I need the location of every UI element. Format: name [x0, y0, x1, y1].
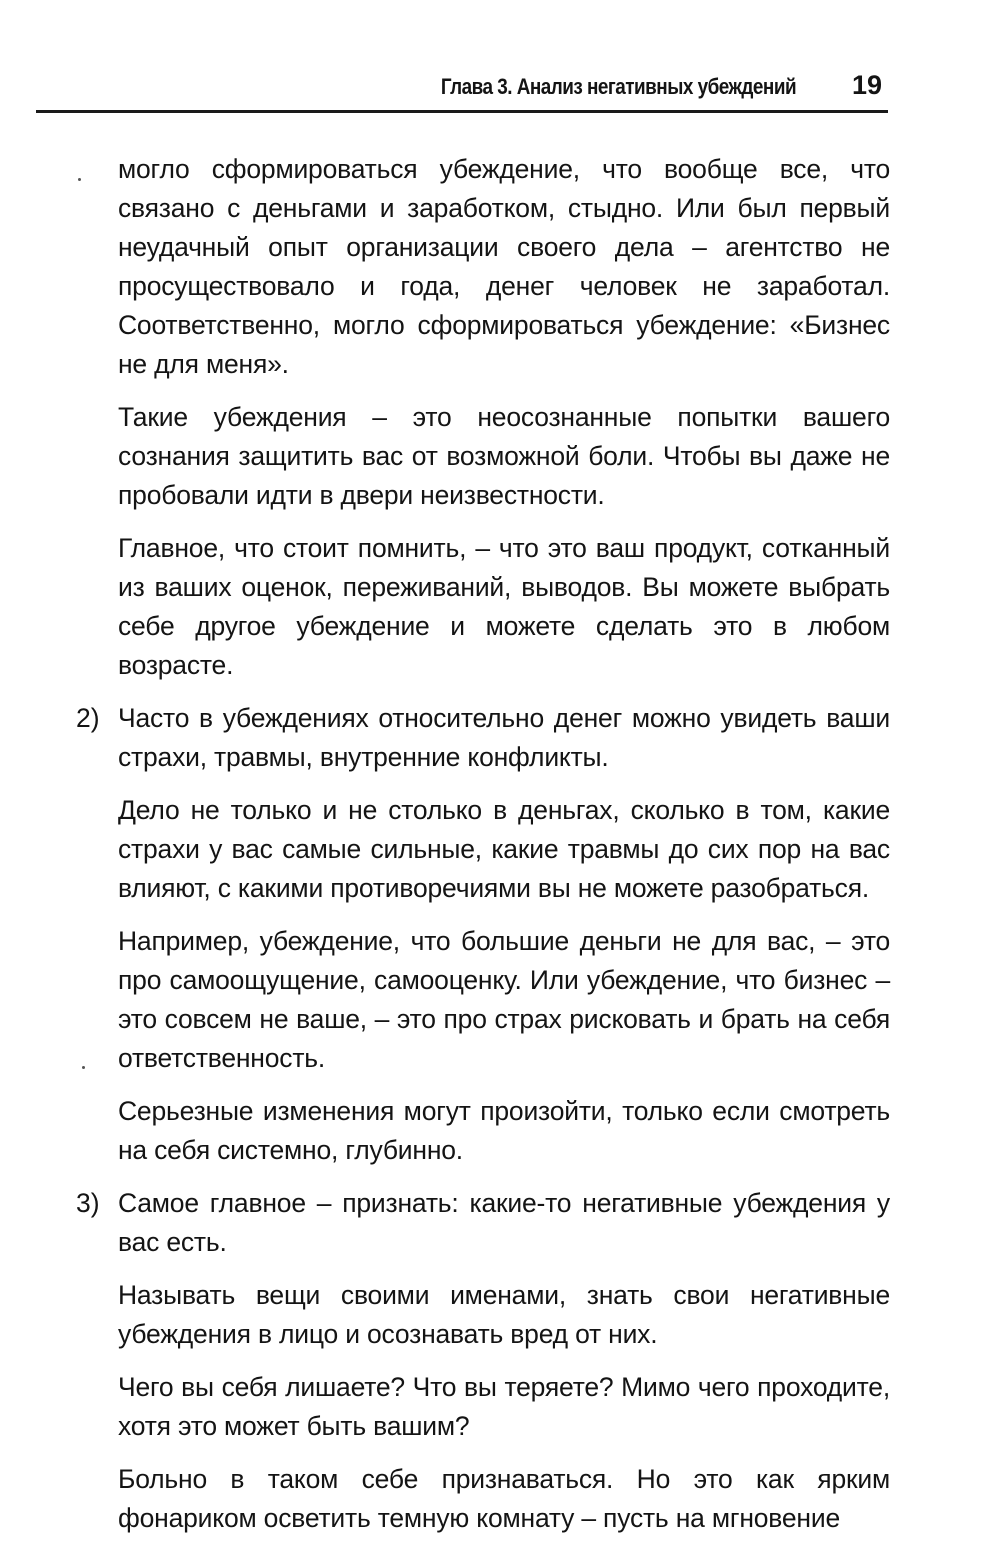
paragraph: Часто в убеждениях относительно денег можно увидеть ваши страхи, травмы, внутренние конфликты. — [118, 703, 890, 772]
print-speck — [82, 1066, 85, 1069]
paragraph: Самое главное – признать: какие-то негативные убеждения у вас есть. — [118, 1188, 890, 1257]
chapter-title: Глава 3. Анализ негативных убеждений — [440, 74, 796, 99]
paragraph: Чего вы себя лишаете? Что вы теряете? Мимо чего проходите, хотя это может быть вашим? — [118, 1372, 890, 1441]
paragraph: Главное, что стоит помнить, – что это ваш продукт, сотканный из ваших оценок, переживаний, выводов. Вы можете выбрать себе другое убеждение и можете сделать это в любом возрасте. — [118, 533, 890, 680]
page-number: 19 — [851, 70, 882, 100]
paragraph: могло сформироваться убеждение, что вообще все, что связано с деньгами и заработком, стыдно. Или был первый неудачный опыт организации своего дела – агентство не просуществовало и года, денег человек не заработал. Соответственно, могло сформироваться убеждение: «Бизнес не для меня». — [118, 154, 890, 379]
paragraph: Например, убеждение, что большие деньги не для вас, – это про самоощущение, самооценку. Или убеждение, что бизнес – это совсем не ваше, – это про страх рисковать и брать на себя ответственность. — [118, 926, 890, 1073]
list-item-3 — [76, 1184, 890, 1262]
running-header — [36, 62, 888, 112]
body-text — [76, 150, 890, 1552]
paragraph: Серьезные изменения могут произойти, только если смотреть на себя системно, глубинно. — [118, 1096, 890, 1165]
list-item-2 — [76, 699, 890, 777]
paragraph: Дело не только и не столько в деньгах, сколько в том, какие страхи у вас самые сильные, какие травмы до сих пор на вас влияют, с какими противоречиями вы не можете разобраться. — [118, 795, 890, 903]
paragraph: Больно в таком себе признаваться. Но это как ярким фонариком осветить темную комнату – пусть на мгновение — [118, 1464, 890, 1533]
paragraph: Называть вещи своими именами, знать свои негативные убеждения в лицо и осознавать вред от них. — [118, 1280, 890, 1349]
print-speck — [78, 178, 81, 181]
header-divider — [36, 110, 888, 113]
list-marker: 3) — [76, 1188, 100, 1218]
list-marker: 2) — [76, 703, 100, 733]
paragraph: Такие убеждения – это неосознанные попытки вашего сознания защитить вас от возможной боли. Чтобы вы даже не пробовали идти в двери неизвестности. — [118, 402, 890, 510]
